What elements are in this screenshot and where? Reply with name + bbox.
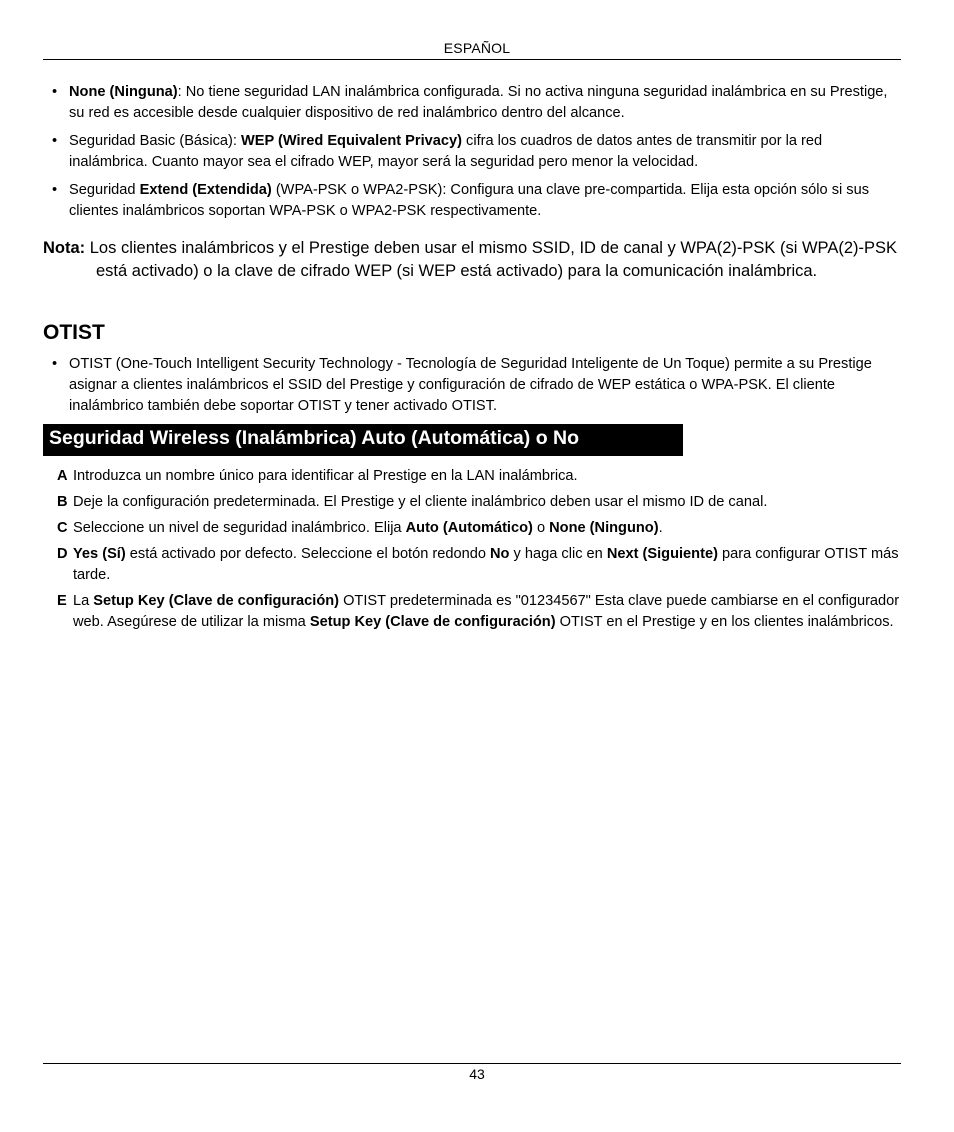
step-bold: Yes (Sí) [73,546,126,562]
section-banner: Seguridad Wireless (Inalámbrica) Auto (Automática) o No [43,424,683,456]
option-description: : No tiene seguridad LAN inalámbrica configurada. Si no activa ninguna seguridad inalámbrica en su Prestige, su red es accesible desde cualquier dispositivo de red inalámbrico dentro del alcance. [69,84,888,121]
running-header: ESPAÑOL [443,40,511,56]
step-bold: Setup Key (Clave de configuración) [309,614,556,630]
step-text: OTIST en el Prestige y en los clientes inalámbricos. [555,614,894,630]
step-bold: Next (Siguiente) [606,546,718,562]
security-options-list [52,82,902,229]
otist-list [52,354,902,417]
option-description: (WPA-PSK o WPA2-PSK): Configura una clave pre-compartida. Elija esta opción sólo si sus clientes inalámbricos soportan WPA-PSK o WPA2-PSK respectivamente. [69,182,870,219]
step-text: Introduzca un nombre único para identificar al Prestige en la LAN inalámbrica. [73,468,578,484]
otist-heading: OTIST [43,321,105,344]
option-name: None (Ninguna) [69,84,178,100]
step-item [57,544,902,586]
step-letter: D [57,546,68,562]
step-letter: E [57,593,67,609]
header-rule [43,59,901,60]
step-text: OTIST predeterminada es "01234567" Esta clave puede cambiarse en el configurador web. Asegúrese de utilizar la misma [73,593,900,630]
footer-rule [43,1063,901,1064]
option-name: WEP (Wired Equivalent Privacy) [240,133,462,149]
step-text: para configurar OTIST más tarde. [73,546,899,583]
list-item [52,82,902,124]
step-letter: A [57,468,68,484]
option-prefix: Seguridad Basic (Básica): [69,133,241,149]
step-item [57,492,902,513]
step-text: y haga clic en [509,546,607,562]
note-label: Nota: [43,239,86,257]
step-text: está activado por defecto. Seleccione el botón redondo [125,546,491,562]
step-letter: C [57,520,68,536]
step-bold: Setup Key (Clave de configuración) [93,593,340,609]
list-item [52,180,902,222]
step-bold: None (Ninguno) [549,520,659,536]
note-paragraph [43,237,903,283]
otist-description: OTIST (One-Touch Intelligent Security Technology - Tecnología de Seguridad Inteligente de Un Toque) permite a su Prestige asignar a clientes inalámbricos el SSID del Prestige y configuración de cifrado de WEP estática o WPA-PSK. El cliente inalámbrico también debe soportar OTIST y tener activado OTIST. [69,356,872,414]
option-prefix: Seguridad [69,182,140,198]
step-item [57,466,902,487]
step-item [57,518,902,539]
step-text: Seleccione un nivel de seguridad inalámbrico. Elija [73,520,406,536]
step-bold: No [490,546,510,562]
step-text: o [532,520,550,536]
step-text: La [73,593,94,609]
step-text: Deje la configuración predeterminada. El Prestige y el cliente inalámbrico deben usar el mismo ID de canal. [73,494,768,510]
step-bold: Auto (Automático) [405,520,533,536]
option-description: cifra los cuadros de datos antes de transmitir por la red inalámbrica. Cuanto mayor sea el cifrado WEP, mayor será la seguridad pero menor la velocidad. [69,133,823,170]
step-letter: B [57,494,68,510]
step-item [57,591,902,633]
step-text: . [658,520,663,536]
option-name: Extend (Extendida) [139,182,272,198]
steps-list [57,466,902,638]
page-number: 43 [469,1066,485,1082]
list-item [52,354,902,417]
note-text: Los clientes inalámbricos y el Prestige deben usar el mismo SSID, ID de canal y WPA(2)-PSK (si WPA(2)-PSK está activado) o la clave de cifrado WEP (si WEP está activado) para la comunicación inalámbrica. [85,239,898,280]
list-item [52,131,902,173]
